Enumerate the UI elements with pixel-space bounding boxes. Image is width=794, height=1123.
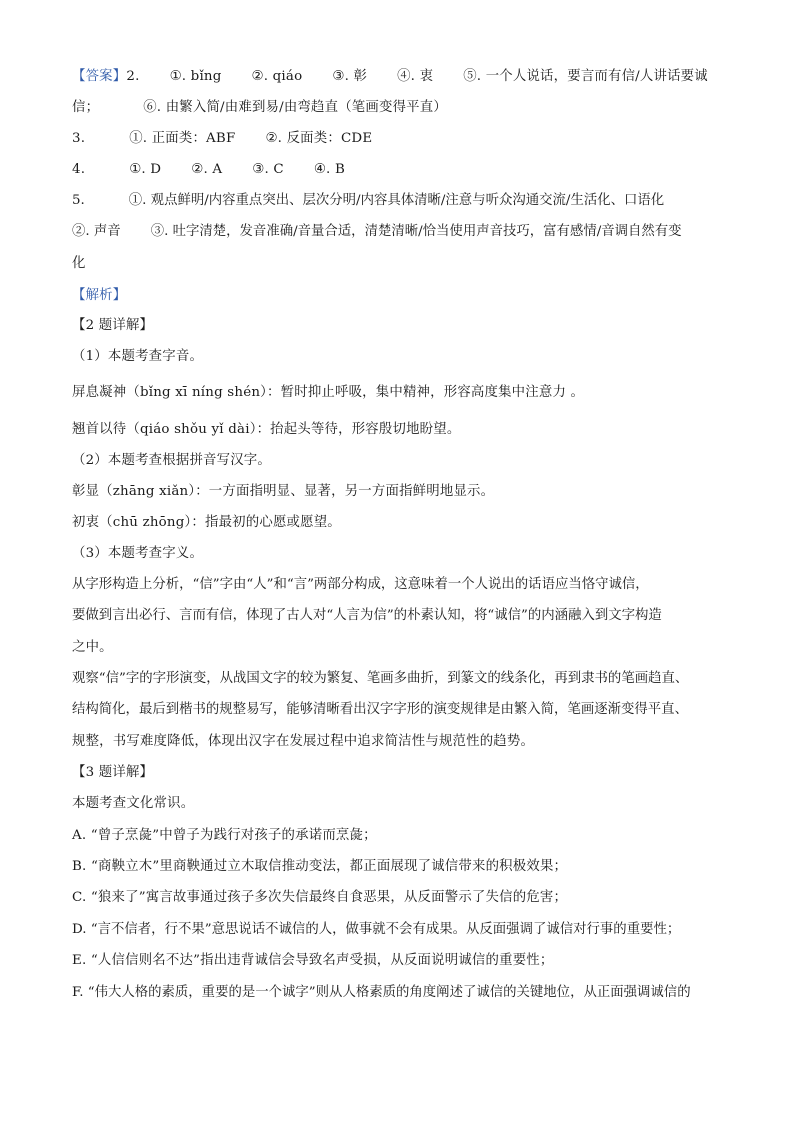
answer-q4-line [72,160,345,180]
q4-item-2: ②. A [191,162,223,177]
analysis-p8-line-3: 之中。 [72,640,113,655]
q2-item-3: ③. 彰 [332,69,368,84]
q4-item-3: ③. C [252,162,284,177]
answer-q5-line [72,191,664,211]
q2-item-5: ⑤. 一个人说话，要言而有信/人讲话要诚 [463,69,708,84]
q3-intro: 本题考查文化常识。 [72,796,195,811]
q2-number: 2. [126,69,140,84]
option-d: D. “言不信者，行不果”意思说话不诚信的人，做事就不会有成果。从反面强调了诚信对行事的重要性； [72,922,681,937]
analysis-p9-line-1: 观察“信”字的字形演变，从战国文字的较为繁复、笔画多曲折，到篆文的线条化，再到隶书的笔画趋直、 [72,671,689,686]
analysis-p3: 翘首以待（qiáo shǒu yǐ dài）：抬起头等待，形容殷切地盼望。 [72,422,461,437]
analysis-p9-line-2: 结构简化，最后到楷书的规整易写，能够清晰看出汉字字形的演变规律是由繁入简，笔画逐渐变得平直、 [72,702,688,717]
answer-q5-line-3 [72,254,86,274]
q5-item-3-cont: 化 [72,256,86,271]
analysis-p6: 初衷（chū zhōng）：指最初的心愿或愿望。 [72,515,341,530]
analysis-p2: 屏息凝神（bǐng xī níng shén）：暂时抑止呼吸，集中精神，形容高度集中注意力 。 [72,385,585,400]
answer-q3-line [72,129,372,149]
option-e: E. “人信信则名不达”指出违背诚信会导致名声受损，从反面说明诚信的重要性； [72,953,554,968]
answer-q5-line-2 [72,222,682,242]
option-f: F. “伟大人格的素质，重要的是一个诚字”则从人格素质的角度阐述了诚信的关键地位，从正面强调诚信的 [72,985,691,1000]
q4-item-1: ①. D [129,162,162,177]
analysis-label: 【解析】 [72,288,127,303]
q2-detail-heading: 【2 题详解】 [72,318,154,333]
analysis-p7: （3）本题考查字义。 [72,546,204,561]
answer-label: 【答案】 [72,69,127,84]
analysis-p1: （1）本题考查字音。 [72,349,204,364]
q3-number: 3. [72,131,86,146]
analysis-p5: 彰显（zhāng xiǎn）：一方面指明显、显著，另一方面指鲜明地显示。 [72,484,495,499]
analysis-p8-line-1: 从字形构造上分析，“信”字由“人”和“言”两部分构成，这意味着一个人说出的话语应当恪守诚信， [72,577,649,592]
analysis-p8-line-2: 要做到言出必行、言而有信，体现了古人对“人言为信”的朴素认知，将“诚信”的内涵融入到文字构造 [72,608,662,623]
answer-q2-line [72,67,708,87]
analysis-p9-line-3: 规整，书写难度降低，体现出汉字在发展过程中追求简洁性与规范性的趋势。 [72,734,535,749]
q5-number: 5. [72,193,85,208]
q5-item-3: ③. 吐字清楚，发音准确/音量合适，清楚清晰/恰当使用声音技巧，富有感情/音调自然有变 [150,224,682,239]
q2-item-4: ④. 衷 [397,69,434,84]
q2-item-6: ⑥. 由繁入简/由难到易/由弯趋直（笔画变得平直） [143,100,447,115]
answer-q2-line-2 [72,98,447,118]
q3-item-2: ②. 反面类：CDE [265,131,373,146]
q4-number: 4. [72,162,86,177]
option-b: B. “商鞅立木”里商鞅通过立木取信推动变法，都正面展现了诚信带来的积极效果； [72,859,568,874]
analysis-p4: （2）本题考查根据拼音写汉字。 [72,453,271,468]
q4-item-4: ④. B [313,162,345,177]
q2-item-1: ①. bǐng [169,69,222,84]
option-a: A. “曾子烹彘”中曾子为践行对孩子的承诺而烹彘； [72,828,377,843]
q2-item-2: ②. qiáo [251,69,303,84]
q3-detail-heading: 【3 题详解】 [72,765,154,780]
q5-item-2: ②. 声音 [72,224,121,239]
q3-item-1: ①. 正面类：ABF [129,131,236,146]
q5-item-1: ①. 观点鲜明/内容重点突出、层次分明/内容具体清晰/注意与听众沟通交流/生活化、口语化 [128,193,665,208]
option-c: C. “狼来了”寓言故事通过孩子多次失信最终自食恶果，从反面警示了失信的危害； [72,890,568,905]
q2-item-5-cont: 信； [72,100,100,115]
